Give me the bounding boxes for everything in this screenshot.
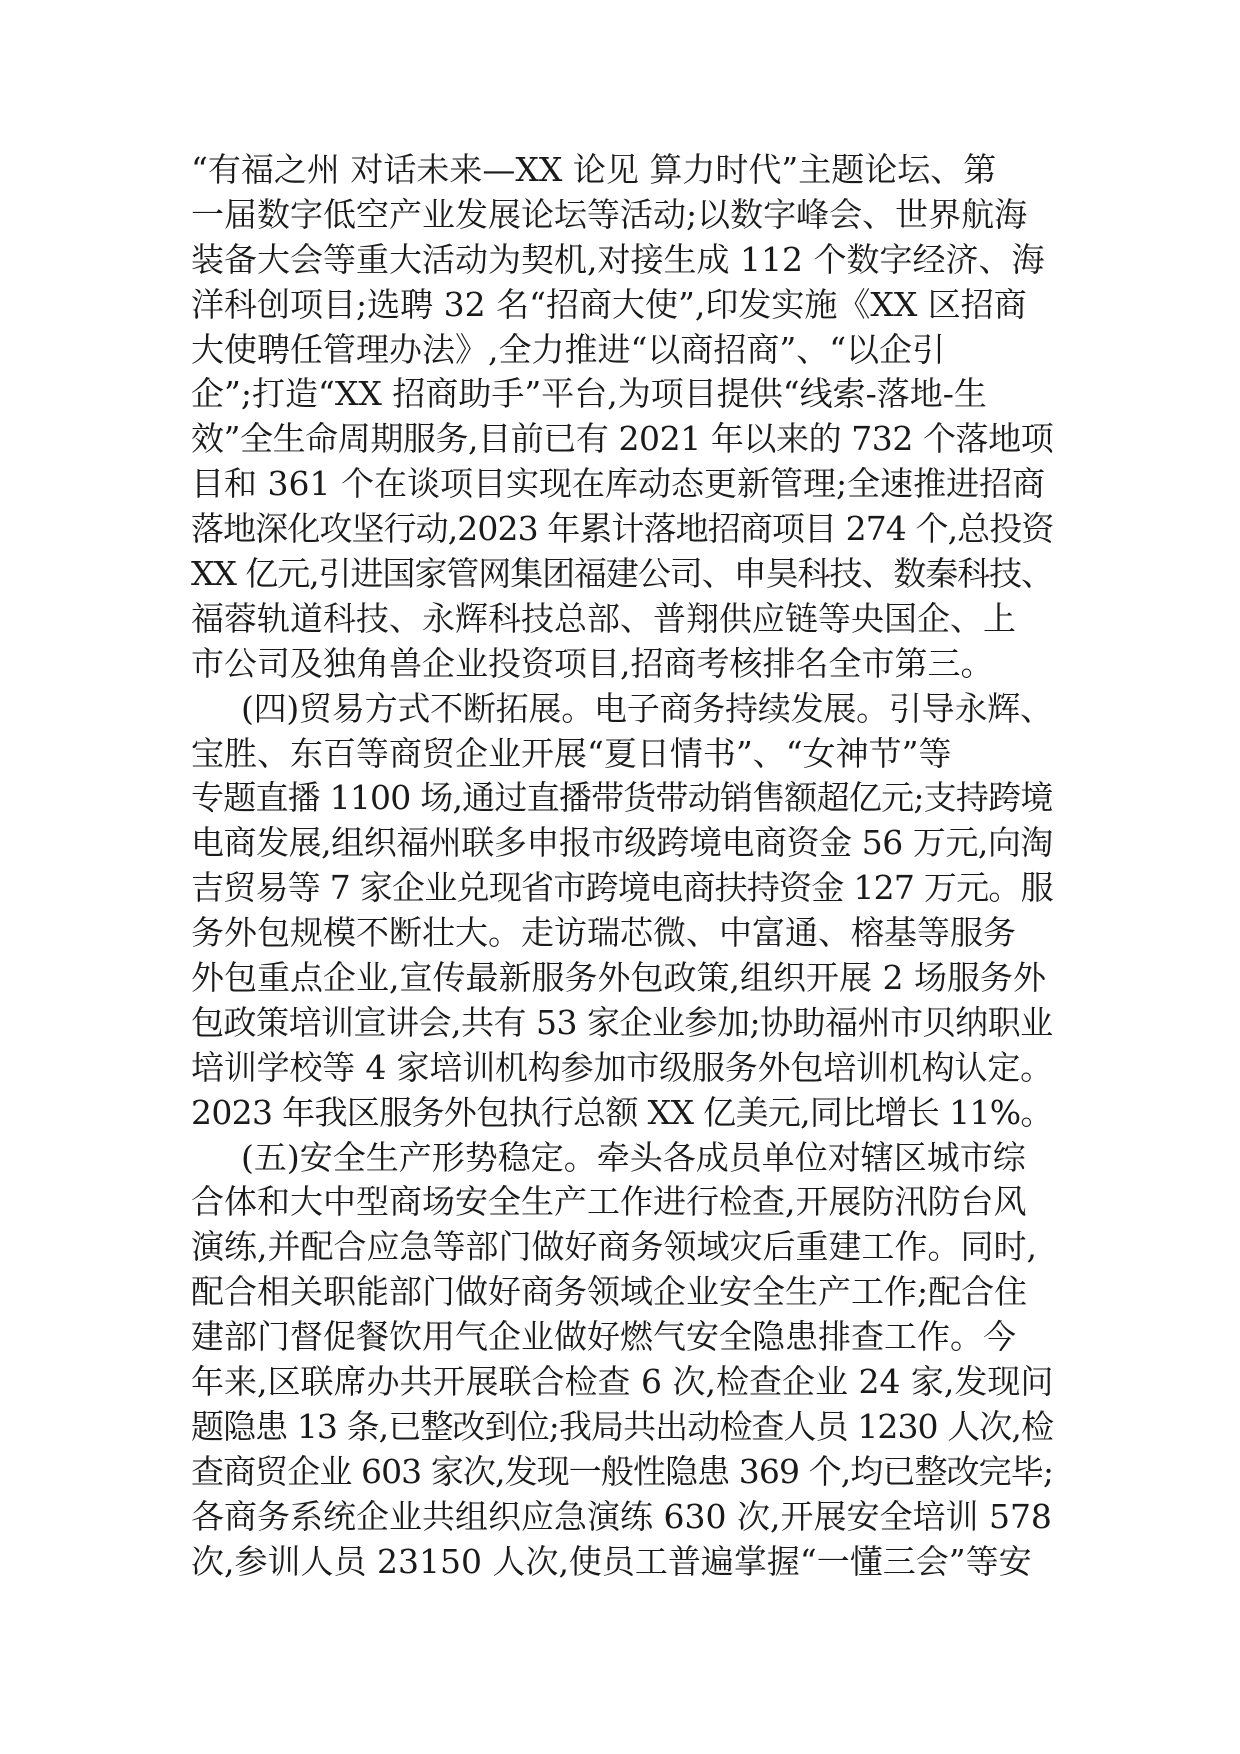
text-line: XX 亿元,引进国家管网集团福建公司、申昊科技、数秦科技、 [191, 554, 1053, 594]
text-line: 落地深化攻坚行动,2023 年累计落地招商项目 274 个,总投资 [191, 509, 1054, 549]
text-line: 包政策培训宣讲会,共有 53 家企业参加;协助福州市贝纳职业 [191, 1002, 1053, 1042]
text-line: 目和 361 个在谈项目实现在库动态更新管理;全速推进招商 [191, 464, 1046, 504]
text-line: 福蓉轨道科技、永辉科技总部、普翔供应链等央国企、上 [191, 598, 1016, 638]
text-line: 建部门督促餐饮用气企业做好燃气安全隐患排查工作。今 [191, 1317, 1016, 1357]
paragraph-start-line: (四)贸易方式不断拓展。电子商务持续发展。引导永辉、 [241, 688, 1053, 728]
text-line: 查商贸企业 603 家次,发现一般性隐患 369 个,均已整改完毕; [191, 1451, 1054, 1491]
text-line: “有福之州 对话未来—XX 论见 算力时代”主题论坛、第 [191, 150, 997, 189]
text-line: 各商务系统企业共组织应急演练 630 次,开展安全培训 578 [191, 1496, 1052, 1536]
text-line: 装备大会等重大活动为契机,对接生成 112 个数字经济、海 [191, 239, 1045, 279]
body-text [191, 148, 1053, 1585]
text-line: 演练,并配合应急等部门做好商务领域灾后重建工作。同时, [191, 1227, 1037, 1267]
text-line: 效”全生命周期服务,目前已有 2021 年以来的 732 个落地项 [191, 419, 1054, 459]
text-line: 洋科创项目;选聘 32 名“招商大使”,印发实施《XX 区招商 [191, 284, 1027, 324]
text-line: 配合相关职能部门做好商务领域企业安全生产工作;配合住 [191, 1272, 1028, 1312]
text-line: 次,参训人员 23150 人次,使员工普遍掌握“一懂三会”等安 [191, 1541, 1032, 1581]
text-line: 务外包规模不断壮大。走访瑞芯微、中富通、榕基等服务 [191, 913, 1016, 953]
text-line: 宝胜、东百等商贸企业开展“夏日情书”、“女神节”等 [191, 733, 952, 773]
text-line: 专题直播 1100 场,通过直播带货带动销售额超亿元;支持跨境 [191, 778, 1053, 818]
text-line: 2023 年我区服务外包执行总额 XX 亿美元,同比增长 11%。 [191, 1092, 1053, 1132]
text-line: 电商发展,组织福州联多申报市级跨境电商资金 56 万元,向淘 [191, 823, 1053, 863]
text-line: 吉贸易等 7 家企业兑现省市跨境电商扶持资金 127 万元。服 [191, 868, 1053, 908]
text-line: 大使聘任管理办法》,全力推进“以商招商”、“以企引 [191, 329, 946, 369]
text-line: 培训学校等 4 家培训机构参加市级服务外包培训机构认定。 [191, 1047, 1053, 1087]
text-line: 一届数字低空产业发展论坛等活动;以数字峰会、世界航海 [191, 194, 1028, 234]
text-line: 企”;打造“XX 招商助手”平台,为项目提供“线索-落地-生 [191, 374, 987, 414]
paragraph-start-line: (五)安全生产形势稳定。牵头各成员单位对辖区城市综 [241, 1137, 1026, 1177]
text-line: 合体和大中型商场安全生产工作进行检查,开展防汛防台风 [191, 1182, 1027, 1222]
text-line: 年来,区联席办共开展联合检查 6 次,检查企业 24 家,发现问 [191, 1362, 1054, 1402]
text-line: 市公司及独角兽企业投资项目,招商考核排名全市第三。 [191, 643, 994, 683]
text-line: 外包重点企业,宣传最新服务外包政策,组织开展 2 场服务外 [191, 958, 1046, 998]
text-line: 题隐患 13 条,已整改到位;我局共出动检查人员 1230 人次,检 [191, 1406, 1054, 1446]
